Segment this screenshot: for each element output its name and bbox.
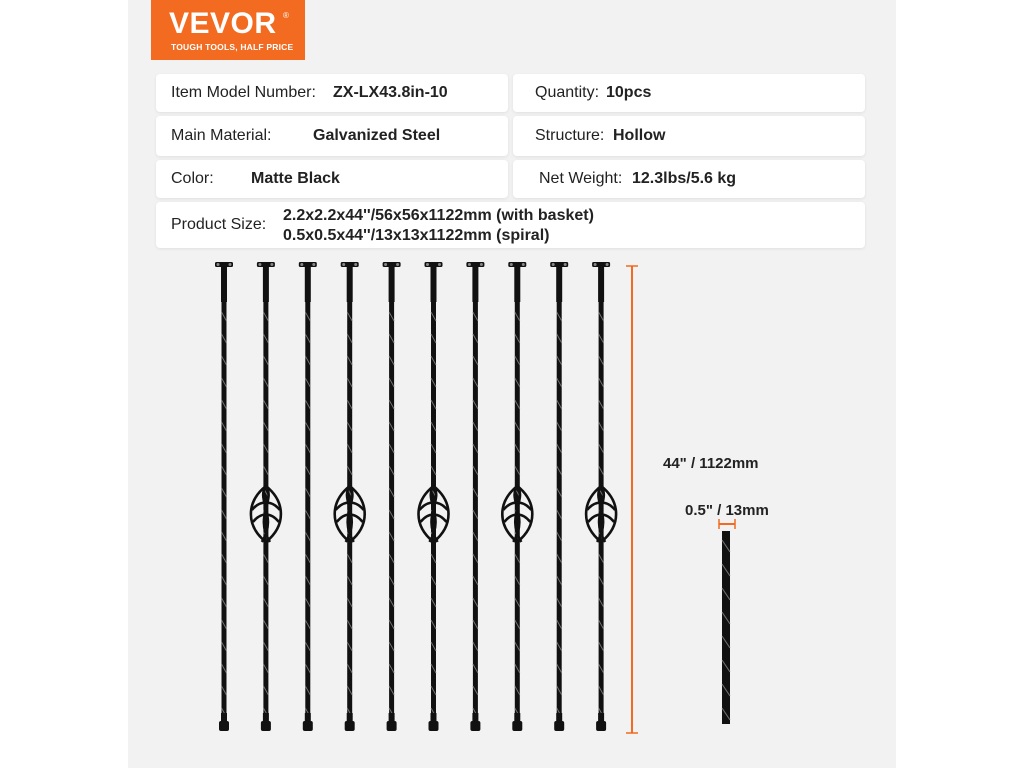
baluster-illustration bbox=[128, 0, 896, 768]
spec-value: Galvanized Steel bbox=[313, 127, 441, 144]
spec-value-line-1: 2.2x2.2x44''/56x56x1122mm (with basket) bbox=[283, 207, 594, 224]
baluster bbox=[586, 262, 616, 731]
spec-label: Item Model Number: bbox=[171, 84, 316, 101]
spec-value-line-2: 0.5x0.5x44''/13x13x1122mm (spiral) bbox=[283, 227, 550, 244]
baluster bbox=[383, 262, 401, 731]
spec-value: 10pcs bbox=[606, 84, 652, 101]
logo-registered-mark: ® bbox=[283, 11, 289, 20]
spec-label: Quantity: bbox=[535, 84, 600, 101]
baluster bbox=[215, 262, 233, 731]
spec-value: Matte Black bbox=[251, 170, 340, 187]
baluster bbox=[502, 262, 532, 731]
width-dimension-label: 0.5" / 13mm bbox=[685, 502, 769, 519]
spec-label: Net Weight: bbox=[539, 170, 623, 187]
spiral-baluster bbox=[722, 531, 730, 724]
baluster bbox=[251, 262, 281, 731]
spec-label: Product Size: bbox=[171, 216, 267, 233]
spec-value: 12.3lbs/5.6 kg bbox=[632, 170, 737, 187]
product-image-canvas bbox=[128, 0, 896, 768]
baluster bbox=[550, 262, 568, 731]
baluster bbox=[419, 262, 449, 731]
spec-value: Hollow bbox=[613, 127, 666, 144]
baluster bbox=[299, 262, 317, 731]
spec-value: ZX-LX43.8in-10 bbox=[333, 84, 448, 101]
spec-label: Structure: bbox=[535, 127, 605, 144]
width-dimension-marker bbox=[719, 519, 735, 529]
logo-tagline: TOUGH TOOLS, HALF PRICE bbox=[171, 42, 294, 52]
logo-wordmark: VEVOR bbox=[169, 7, 277, 40]
spec-label: Color: bbox=[171, 170, 214, 187]
height-dimension-line bbox=[626, 266, 638, 733]
spec-label: Main Material: bbox=[171, 127, 272, 144]
baluster bbox=[335, 262, 365, 731]
baluster bbox=[466, 262, 484, 731]
height-dimension-label: 44" / 1122mm bbox=[663, 455, 759, 472]
